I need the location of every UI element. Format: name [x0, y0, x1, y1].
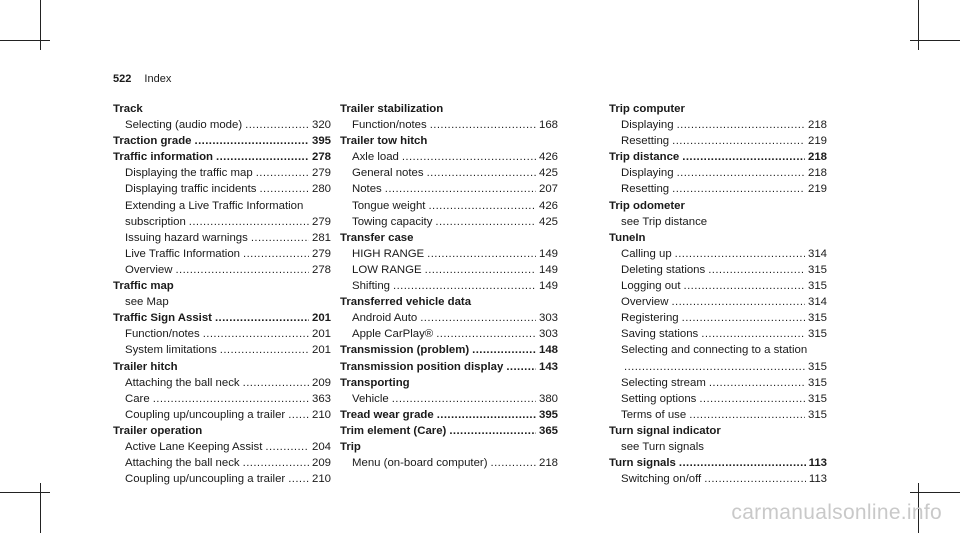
index-entry — [113, 133, 331, 149]
index-term-label: Trip distance — [609, 151, 680, 164]
page-ref: 143 — [538, 360, 558, 373]
subentry — [340, 262, 558, 278]
index-term — [340, 359, 558, 375]
see-reference: see Map — [125, 296, 169, 309]
subentry — [340, 310, 558, 326]
subentry — [340, 246, 558, 262]
index-entry — [340, 439, 558, 471]
leader-dots — [402, 149, 536, 165]
leader-dots — [288, 407, 309, 423]
page-ref: 315 — [807, 280, 827, 293]
index-term-label: Tread wear grade — [340, 408, 434, 421]
leader-dots — [671, 294, 805, 310]
subentry-label: Live Traffic Information — [125, 247, 241, 260]
crop-mark — [918, 0, 919, 50]
index-term-label: Trim element (Care) — [340, 424, 447, 437]
subentry-label: Deleting stations — [621, 263, 706, 276]
subentry — [609, 246, 827, 262]
index-term-label: Trailer operation — [113, 424, 203, 437]
subentry-label: Terms of use — [621, 408, 687, 421]
leader-dots — [704, 471, 806, 487]
subentry — [609, 342, 827, 358]
subentry-continued — [113, 214, 331, 230]
subentry-label: Overview — [125, 263, 173, 276]
index-term — [113, 310, 331, 326]
leader-dots — [265, 439, 309, 455]
subentry-label: Active Lane Keeping Assist — [125, 440, 263, 453]
leader-dots — [288, 471, 309, 487]
subentry — [609, 471, 827, 487]
page-ref: 303 — [538, 328, 558, 341]
index-term-label: Transmission (problem) — [340, 344, 470, 357]
leader-dots — [677, 117, 805, 133]
page-ref: 113 — [808, 457, 827, 470]
index-term-label: Traffic map — [113, 280, 174, 293]
index-term-label: TuneIn — [609, 231, 646, 244]
index-term — [340, 294, 558, 310]
subentry — [113, 117, 331, 133]
leader-dots — [677, 165, 805, 181]
page-ref: 315 — [807, 328, 827, 341]
subentry-label: Displaying the traffic map — [125, 167, 253, 180]
leader-dots — [175, 262, 309, 278]
page-ref: 279 — [311, 215, 331, 228]
subentry-label: Calling up — [621, 247, 672, 260]
index-entry — [113, 278, 331, 310]
index-term-label: Transferred vehicle data — [340, 296, 472, 309]
page-ref: 218 — [807, 167, 827, 180]
index-entry — [340, 359, 558, 375]
page-ref: 314 — [807, 247, 827, 260]
leader-dots — [684, 278, 805, 294]
index-entry — [113, 359, 331, 423]
leader-dots — [425, 262, 536, 278]
subentry-label: Logging out — [621, 280, 681, 293]
leader-dots — [153, 391, 309, 407]
subentry — [340, 278, 558, 294]
leader-dots — [672, 133, 805, 149]
subentry — [609, 407, 827, 423]
page-ref: 395 — [538, 408, 558, 421]
index-entry — [609, 198, 827, 230]
page-ref: 425 — [538, 167, 558, 180]
section-title: Index — [144, 73, 172, 85]
index-term-label: Turn signals — [609, 457, 676, 470]
index-term-label: Trailer hitch — [113, 360, 178, 373]
index-term — [113, 149, 331, 165]
page-ref: 426 — [538, 199, 558, 212]
index-entry — [609, 423, 827, 455]
page-ref: 201 — [311, 328, 331, 341]
page-ref: 426 — [538, 151, 558, 164]
page-ref: 201 — [311, 312, 331, 325]
index-term-label: Trip computer — [609, 103, 685, 115]
crop-mark — [0, 492, 50, 493]
page-ref: 218 — [807, 119, 827, 132]
subentry — [609, 117, 827, 133]
leader-dots — [385, 181, 536, 197]
page-ref: 315 — [807, 263, 827, 276]
leader-dots — [427, 165, 536, 181]
index-term — [340, 407, 558, 423]
index-term — [340, 423, 558, 439]
leader-dots — [243, 375, 309, 391]
page-header — [113, 73, 171, 85]
leader-dots — [682, 310, 805, 326]
page-ref: 365 — [538, 424, 558, 437]
index-term — [609, 423, 827, 439]
index-term-label: Track — [113, 103, 143, 115]
page-ref: 314 — [807, 296, 827, 309]
subentry — [113, 375, 331, 391]
index-term-label: Transmission position display — [340, 360, 504, 373]
subentry-label: Extending a Live Traffic Information — [125, 199, 304, 212]
subentry — [113, 262, 331, 278]
leader-dots — [216, 149, 309, 165]
index-term-label: Turn signal indicator — [609, 424, 721, 437]
subentry-label: HIGH RANGE — [352, 247, 425, 260]
index-term-label: Traction grade — [113, 135, 192, 148]
page-ref: 280 — [311, 183, 331, 196]
leader-dots — [430, 117, 536, 133]
subentry-label: Android Auto — [352, 312, 418, 325]
leader-dots — [689, 407, 805, 423]
index-entry — [609, 101, 827, 149]
subentry — [340, 149, 558, 165]
index-entry — [113, 310, 331, 358]
subentry-label: Selecting (audio mode) — [125, 119, 243, 132]
subentry-label: Function/notes — [125, 328, 200, 341]
index-entry — [340, 342, 558, 358]
leader-dots — [699, 391, 805, 407]
index-term-label: Transfer case — [340, 231, 414, 244]
index-term — [113, 133, 331, 149]
page-ref: 149 — [538, 263, 558, 276]
index-term-label: Transporting — [340, 376, 410, 389]
page-ref: 279 — [311, 167, 331, 180]
leader-dots — [195, 133, 309, 149]
subentry-label: Issuing hazard warnings — [125, 231, 248, 244]
subentry — [113, 230, 331, 246]
leader-dots — [624, 359, 805, 375]
leader-dots — [256, 165, 309, 181]
subentry-label: Displaying — [621, 119, 674, 132]
subentry-label: Tongue weight — [352, 199, 426, 212]
page-ref: 425 — [538, 215, 558, 228]
leader-dots — [259, 181, 309, 197]
page-ref: 113 — [808, 473, 827, 486]
index-entry — [340, 407, 558, 423]
subentry-label: Resetting — [621, 135, 670, 148]
index-term — [609, 101, 827, 117]
page-ref: 315 — [807, 360, 827, 373]
leader-dots — [679, 455, 806, 471]
subentry-label: Displaying traffic incidents — [125, 183, 257, 196]
page-ref: 204 — [311, 440, 331, 453]
subentry — [609, 310, 827, 326]
page-ref: 149 — [538, 247, 558, 260]
index-term — [113, 359, 331, 375]
subentry — [609, 165, 827, 181]
subentry — [113, 181, 331, 197]
see-reference: see Trip distance — [621, 215, 708, 228]
index-term — [609, 455, 827, 471]
page-number: 522 — [113, 73, 132, 85]
index-entry — [340, 230, 558, 294]
index-term — [340, 101, 558, 117]
page-ref: 395 — [311, 135, 331, 148]
subentry-label: Overview — [621, 296, 669, 309]
subentry-label: Shifting — [352, 280, 390, 293]
subentry — [113, 342, 331, 358]
leader-dots — [437, 407, 536, 423]
subentry-label: Care — [125, 392, 150, 405]
subentry — [609, 391, 827, 407]
subentry-label: Apple CarPlay® — [352, 328, 434, 341]
subentry-label: Attaching the ball neck — [125, 376, 240, 389]
subentry-label: Attaching the ball neck — [125, 457, 240, 470]
subentry-label: Selecting and connecting to a station — [621, 344, 808, 357]
leader-dots — [393, 278, 536, 294]
crop-mark — [0, 40, 50, 41]
subentry — [113, 471, 331, 487]
page-ref: 363 — [311, 392, 331, 405]
subentry — [340, 214, 558, 230]
subentry-label: Selecting stream — [621, 376, 706, 389]
subentry — [113, 391, 331, 407]
leader-dots — [251, 230, 309, 246]
page-ref: 315 — [807, 408, 827, 421]
subentry-label: Resetting — [621, 183, 670, 196]
subentry — [340, 391, 558, 407]
page-ref: 201 — [311, 344, 331, 357]
index-entry — [340, 294, 558, 342]
page-ref: 320 — [311, 119, 331, 132]
page-ref: 207 — [538, 183, 558, 196]
page-ref: 278 — [311, 151, 331, 164]
index-term — [113, 278, 331, 294]
leader-dots — [682, 149, 805, 165]
index-term — [113, 101, 331, 117]
index-entry — [340, 101, 558, 133]
page-ref: 210 — [311, 408, 331, 421]
index-column-1 — [113, 101, 331, 487]
index-entry — [609, 149, 827, 197]
leader-dots — [220, 342, 309, 358]
index-term — [340, 230, 558, 246]
subentry — [609, 181, 827, 197]
index-term-label: Traffic information — [113, 151, 213, 164]
leader-dots — [203, 326, 309, 342]
leader-dots — [709, 375, 805, 391]
leader-dots — [675, 246, 805, 262]
subentry-continued-label: subscription — [125, 215, 186, 228]
index-term — [609, 198, 827, 214]
subentry — [340, 326, 558, 342]
leader-dots — [491, 455, 536, 471]
leader-dots — [708, 262, 805, 278]
subentry — [113, 407, 331, 423]
subentry-label: Coupling up/uncoupling a trailer — [125, 408, 286, 421]
subentry-label: LOW RANGE — [352, 263, 422, 276]
index-term — [340, 439, 558, 455]
page-ref: 380 — [538, 392, 558, 405]
index-term — [340, 375, 558, 391]
subentry — [609, 326, 827, 342]
subentry-label: Menu (on-board computer) — [352, 457, 488, 470]
subentry-label: Saving stations — [621, 328, 699, 341]
subentry — [113, 198, 331, 214]
page-ref: 315 — [807, 392, 827, 405]
page-ref: 303 — [538, 312, 558, 325]
subentry — [340, 181, 558, 197]
index-column-3 — [609, 101, 827, 487]
subentry-label: Registering — [621, 312, 679, 325]
page-ref: 279 — [311, 247, 331, 260]
page-ref: 218 — [807, 151, 827, 164]
subentry — [340, 117, 558, 133]
watermark: carmanualsonline.info — [731, 501, 942, 524]
subentry — [609, 375, 827, 391]
leader-dots — [701, 326, 805, 342]
see-reference: see Turn signals — [621, 440, 704, 453]
crop-mark — [40, 0, 41, 50]
index-entry — [113, 101, 331, 133]
leader-dots — [189, 214, 309, 230]
page-ref: 218 — [538, 457, 558, 470]
subentry — [609, 133, 827, 149]
index-term — [609, 230, 827, 246]
leader-dots — [245, 117, 309, 133]
index-entry — [340, 133, 558, 230]
subentry-label: Coupling up/uncoupling a trailer — [125, 473, 286, 486]
subentry-label: Displaying — [621, 167, 674, 180]
subentry — [609, 262, 827, 278]
crop-mark — [910, 40, 960, 41]
page-ref: 168 — [538, 119, 558, 132]
subentry — [340, 165, 558, 181]
subentry-label: General notes — [352, 167, 424, 180]
leader-dots — [435, 214, 536, 230]
subentry-label: Axle load — [352, 151, 399, 164]
index-term-label: Trailer stabilization — [340, 103, 444, 115]
subentry-label: System limitations — [125, 344, 217, 357]
page-ref: 315 — [807, 376, 827, 389]
leader-dots — [243, 246, 309, 262]
page-ref: 278 — [311, 263, 331, 276]
subentry-label: Towing capacity — [352, 215, 433, 228]
page-ref: 219 — [807, 135, 827, 148]
page-ref: 219 — [807, 183, 827, 196]
subentry — [609, 278, 827, 294]
leader-dots — [672, 181, 805, 197]
index-term — [340, 133, 558, 149]
index-term-label: Trip odometer — [609, 199, 685, 212]
leader-dots — [449, 423, 536, 439]
leader-dots — [506, 359, 536, 375]
page-ref: 210 — [311, 473, 331, 486]
leader-dots — [420, 310, 536, 326]
index-term-label: Trailer tow hitch — [340, 135, 428, 148]
leader-dots — [215, 310, 309, 326]
subentry — [113, 246, 331, 262]
subentry-continued — [609, 359, 827, 375]
subentry — [113, 165, 331, 181]
index-entry — [609, 230, 827, 423]
page-ref: 209 — [311, 376, 331, 389]
page-ref: 149 — [538, 280, 558, 293]
subentry — [609, 294, 827, 310]
index-term-label: Trip — [340, 440, 361, 453]
leader-dots — [243, 455, 309, 471]
subentry-label: Setting options — [621, 392, 697, 405]
subentry — [113, 439, 331, 455]
index-entry — [340, 375, 558, 407]
index-term-label: Traffic Sign Assist — [113, 312, 212, 325]
index-term — [340, 342, 558, 358]
index-term — [113, 423, 331, 439]
index-entry — [113, 149, 331, 278]
crop-mark — [910, 492, 960, 493]
leader-dots — [436, 326, 536, 342]
index-entry — [609, 455, 827, 487]
crop-mark — [40, 483, 41, 533]
subentry — [113, 326, 331, 342]
page-ref: 148 — [538, 344, 558, 357]
page-ref: 315 — [807, 312, 827, 325]
subentry — [340, 198, 558, 214]
subentry-label: Switching on/off — [621, 473, 702, 486]
subentry — [340, 455, 558, 471]
leader-dots — [428, 198, 536, 214]
leader-dots — [427, 246, 536, 262]
index-term — [609, 149, 827, 165]
subentry-label: Function/notes — [352, 119, 427, 132]
leader-dots — [472, 342, 536, 358]
page-ref: 209 — [311, 457, 331, 470]
subentry-label: Vehicle — [352, 392, 389, 405]
subentry — [113, 455, 331, 471]
index-column-2 — [340, 101, 558, 471]
index-entry — [340, 423, 558, 439]
subentry-label: Notes — [352, 183, 382, 196]
leader-dots — [392, 391, 536, 407]
index-entry — [113, 423, 331, 487]
page-ref: 281 — [311, 231, 331, 244]
